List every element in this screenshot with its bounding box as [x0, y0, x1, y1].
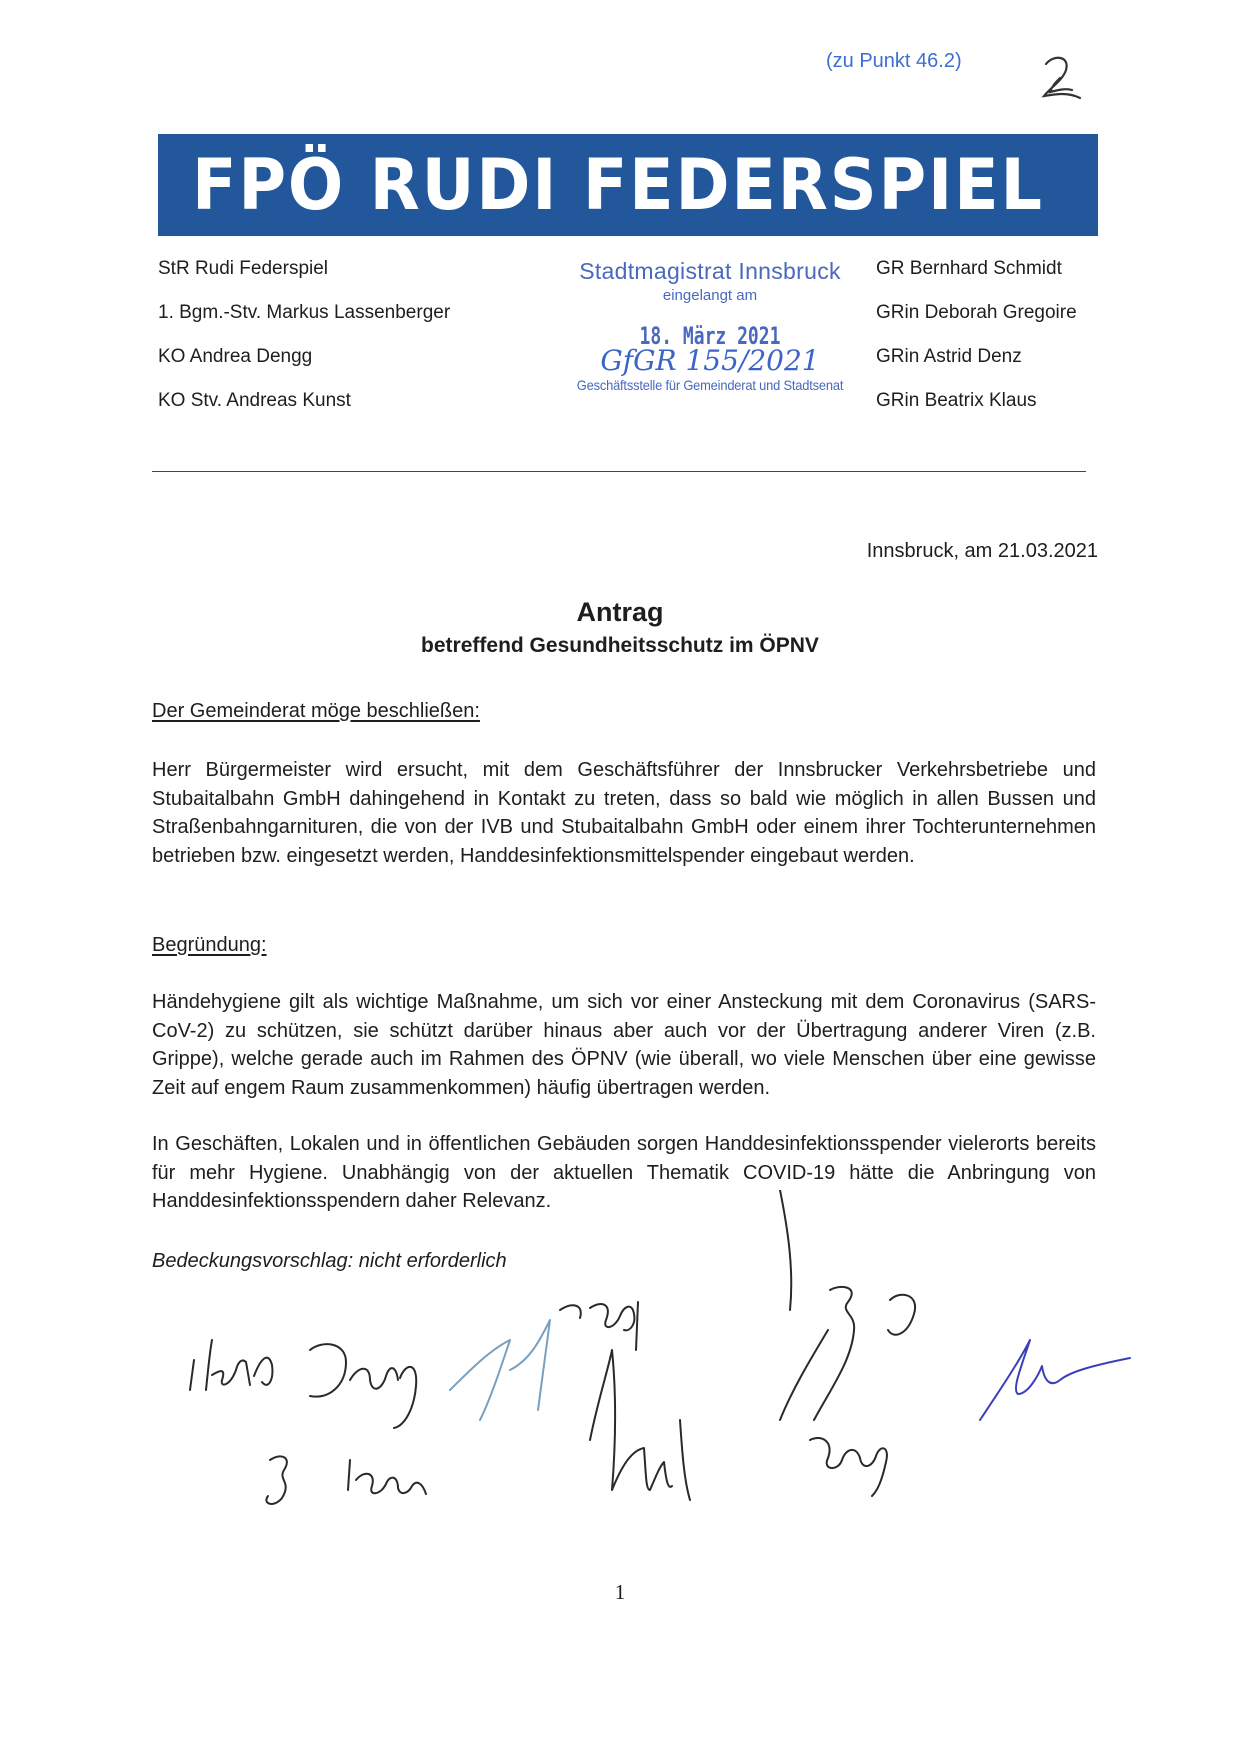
received-stamp [560, 258, 860, 393]
document-subtitle: betreffend Gesundheitsschutz im ÖPNV [421, 634, 819, 657]
stamp-date: 18. März 2021 [639, 322, 781, 350]
resolution-label: Der Gemeinderat möge beschließen: [152, 700, 480, 722]
page-number: 1 [614, 1580, 626, 1604]
member-name: GRin Deborah Gregoire [876, 302, 1077, 323]
signature-schmidt [980, 1340, 1130, 1420]
stamp-office: Geschäftsstelle für Gemeinderat und Stadtsenat [576, 377, 844, 393]
stamp-title: Stadtmagistrat Innsbruck [579, 258, 841, 284]
signatures [150, 1190, 1140, 1590]
stamp-reference: GfGR 155/2021 [600, 344, 820, 377]
coverage-proposal: Bedeckungsvorschlag: nicht erforderlich [152, 1250, 507, 1272]
members-right-list [876, 247, 1077, 423]
signature-lassenberger [450, 1320, 550, 1420]
member-name: 1. Bgm.-Stv. Markus Lassenberger [158, 302, 451, 323]
header-divider [152, 471, 1086, 472]
signature-astrid [190, 1340, 272, 1390]
reference-note: (zu Punkt 46.2) [826, 50, 962, 72]
signature-kunst [590, 1350, 690, 1500]
member-name: GRin Beatrix Klaus [876, 390, 1037, 411]
handwritten-page-number [1036, 52, 1086, 102]
resolution-text: Herr Bürgermeister wird ersucht, mit dem Geschäftsführer der Innsbrucker Verkehrsbetriebe und Stubaitalbahn GmbH dahingehend in Kontakt zu treten, dass so bald wie möglich in allen Bussen und Straßenbahngarnituren, die von der IVB und Stubaitalbahn GmbH oder einem ihrer Tochterunternehmen betrieben bzw. eingesetzt werden, Handdesinfektionsmittelspender eingebaut werden. [152, 759, 1096, 867]
member-name: KO Stv. Andreas Kunst [158, 390, 351, 411]
member-name: StR Rudi Federspiel [158, 258, 329, 279]
place-date: Innsbruck, am 21.03.2021 [866, 540, 1098, 562]
member-name: GRin Astrid Denz [876, 346, 1022, 367]
reasoning-text-1: Händehygiene gilt als wichtige Maßnahme, um sich vor einer Ansteckung mit dem Coronavirus (SARS-CoV-2) zu schützen, sie schützt darüber hinaus aber auch vor der Übertragung anderer Viren (z.B. Grippe), welche gerade auch im Rahmen des ÖPNV (wie überall, wo viele Menschen über eine gewisse Zeit auf engem Raum zusammenkommen) häufig übertragen werden. [152, 991, 1096, 1099]
stamp-received-label: eingelangt am [662, 287, 758, 304]
members-left-list [158, 247, 450, 423]
signature-denz [310, 1344, 416, 1428]
member-name: GR Bernhard Schmidt [876, 258, 1062, 279]
member-name: KO Andrea Dengg [158, 346, 313, 367]
document-title: Antrag [576, 597, 664, 627]
party-banner [158, 134, 1098, 236]
signature-gregoire [560, 1302, 638, 1350]
reasoning-text-2: In Geschäften, Lokalen und in öffentlichen Gebäuden sorgen Handdesinfektionsspender vielerorts bereits für mehr Hygiene. Unabhängig von der aktuellen Thematik COVID-19 hätte die Anbringung von Handdesinfektionsspendern daher Relevanz. [152, 1133, 1096, 1212]
signature-dengg [780, 1287, 887, 1496]
banner-title: FPÖ RUDI FEDERSPIEL [192, 144, 1044, 226]
reasoning-label: Begründung: [152, 934, 267, 956]
signature-klaus [266, 1456, 426, 1504]
